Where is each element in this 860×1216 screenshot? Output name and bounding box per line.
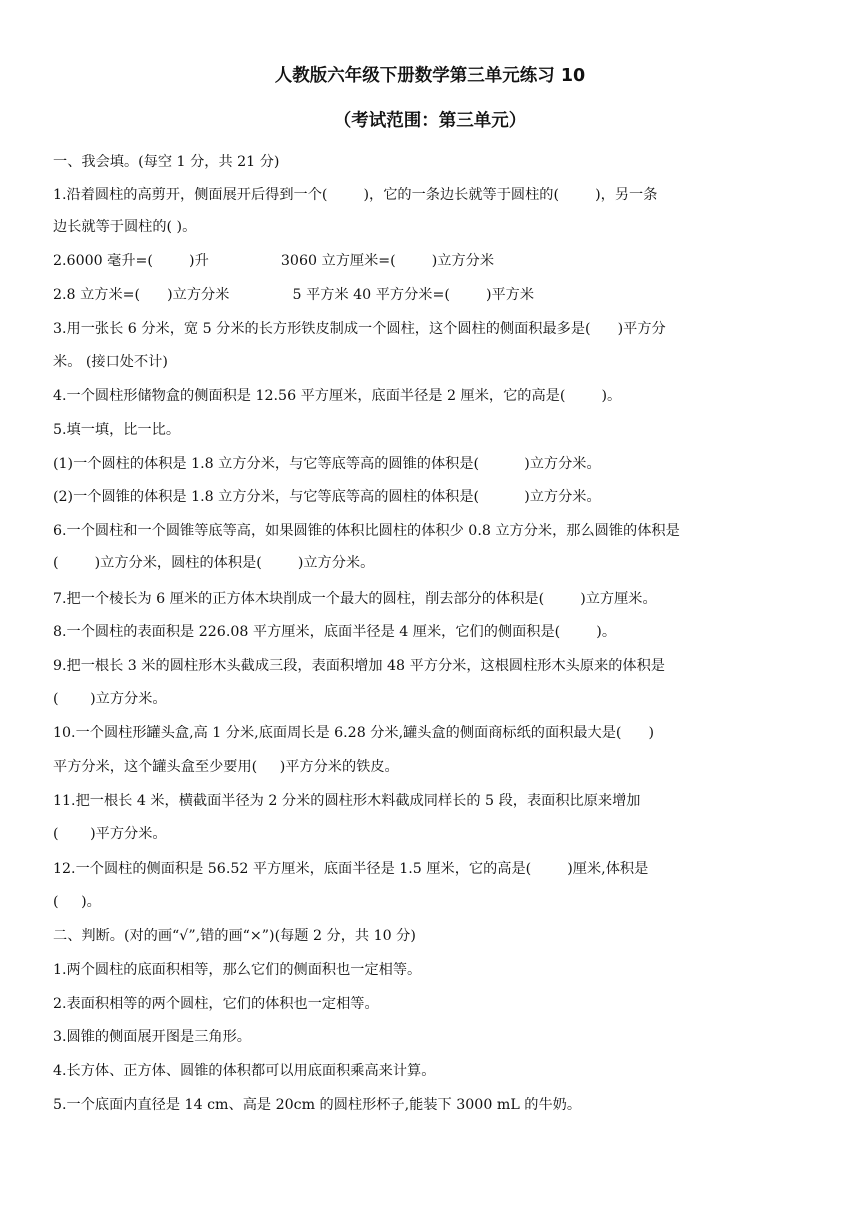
question-line: 平方分米，这个罐头盒至少要用( )平方分米的铁皮。 [53,759,399,775]
question-line: 9.把一根长 3 米的圆柱形木头截成三段，表面积增加 48 平方分米，这根圆柱形木头原来的体积是 [53,658,665,674]
page-title: 人教版六年级下册数学第三单元练习 10 [274,66,586,86]
question-line: 米。 (接口处不计) [53,354,168,370]
judgment-item: 5.一个底面内直径是 14 cm、高是 20cm 的圆柱形杯子,能装下 3000 mL 的牛奶。 [53,1097,582,1113]
question-line: 12.一个圆柱的侧面积是 56.52 平方厘米，底面半径是 1.5 厘米，它的高是( )厘米,体积是 [53,861,649,877]
question-line: (1)一个圆柱的体积是 1.8 立方分米，与它等底等高的圆锥的体积是( )立方分米。 [53,456,601,472]
question-line: 2.6000 毫升=( )升 3060 立方厘米=( )立方分米 [53,253,495,269]
question-line: ( )立方分米，圆柱的体积是( )立方分米。 [53,555,375,571]
question-line: 6.一个圆柱和一个圆锥等底等高，如果圆锥的体积比圆柱的体积少 0.8 立方分米，那么圆锥的体积是 [53,523,680,539]
judgment-item: 3.圆锥的侧面展开图是三角形。 [53,1029,251,1045]
question-line: ( )。 [53,894,101,910]
judgment-item: 1.两个圆柱的底面积相等，那么它们的侧面积也一定相等。 [53,962,422,978]
question-line: ( )平方分米。 [53,826,167,842]
question-line: 5.填一填，比一比。 [53,422,181,438]
section-heading-true-false: 二、判断。(对的画“√”,错的画“×”)(每题 2 分，共 10 分) [53,928,416,944]
judgment-item: 2.表面积相等的两个圆柱，它们的体积也一定相等。 [53,996,379,1012]
question-line: 2.8 立方米=( )立方分米 5 平方米 40 平方分米=( )平方米 [53,287,535,303]
judgment-item: 4.长方体、正方体、圆锥的体积都可以用底面积乘高来计算。 [53,1063,436,1079]
question-line: 7.把一个棱长为 6 厘米的正方体木块削成一个最大的圆柱，削去部分的体积是( )立方厘米。 [53,591,657,607]
question-line: 4.一个圆柱形储物盒的侧面积是 12.56 平方厘米，底面半径是 2 厘米，它的高是( )。 [53,388,622,404]
question-line: ( )立方分米。 [53,691,167,707]
question-line: 边长就等于圆柱的( )。 [53,219,197,235]
question-line: 10.一个圆柱形罐头盒,高 1 分米,底面周长是 6.28 分米,罐头盒的侧面商标纸的面积最大是( ) [53,725,655,741]
question-line: 11.把一根长 4 米，横截面半径为 2 分米的圆柱形木料截成同样长的 5 段，表面积比原来增加 [53,793,641,809]
question-line: 1.沿着圆柱的高剪开，侧面展开后得到一个( )，它的一条边长就等于圆柱的( )，另一条 [53,187,658,203]
section-heading-fill-in: 一、我会填。(每空 1 分，共 21 分) [53,154,280,170]
question-line: 8.一个圆柱的表面积是 226.08 平方厘米，底面半径是 4 厘米，它们的侧面积是( )。 [53,624,617,640]
question-line: (2)一个圆锥的体积是 1.8 立方分米，与它等底等高的圆柱的体积是( )立方分米。 [53,489,601,505]
page-subtitle: （考试范围：第三单元） [333,111,527,131]
question-line: 3.用一张长 6 分米，宽 5 分米的长方形铁皮制成一个圆柱，这个圆柱的侧面积最多是( )平方分 [53,321,666,337]
